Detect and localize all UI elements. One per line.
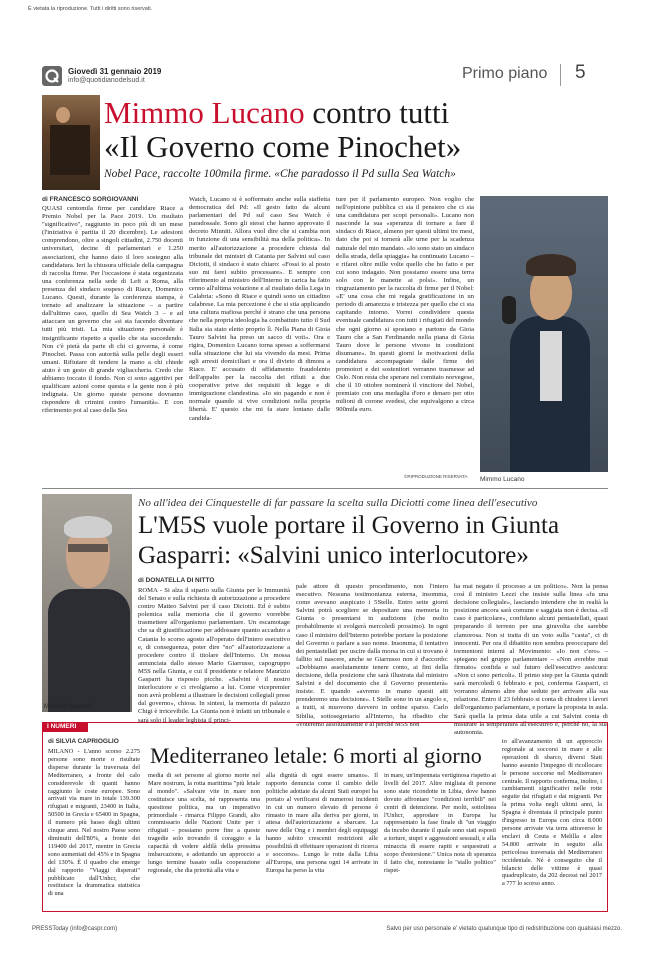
page-number: 5 <box>575 62 586 83</box>
article2-headline2: Gasparri: «Salvini unico interlocutore» <box>138 542 529 569</box>
gasparri-photo <box>42 494 132 712</box>
courtroom-photo <box>42 95 100 190</box>
article1-headline <box>104 96 449 130</box>
numbers-label-text: I NUMERI <box>47 723 77 730</box>
article-separator-1 <box>42 488 608 489</box>
numbers-box-label <box>42 722 88 732</box>
footer-source: PRESSToday (info@caspr.com) <box>32 926 118 932</box>
masthead-divider <box>560 64 561 86</box>
article2-byline: di DONATELLA DI NITTO <box>138 577 215 584</box>
footer-disclaimer: Salvo per uso personale e' vietato qualunque tipo di redistribuzione con qualsiasi mezzo. <box>386 926 622 932</box>
newspaper-logo <box>42 66 62 86</box>
lucano-name: Mimmo Lucano <box>104 95 305 130</box>
article3-column-2: media di sei persone al giorno morte nel Mare nostrum, la rotta marittima "più letale al mondo". «Salvare vite in mare non costituisce una scelta, né rappresenta una questione politica, ma un imperativo primordiale - rimarca Filippo Grandi, alto commissario delle Nazioni Unite per i rifugiati - possiamo porre fine a queste tragedie solo trovando il coraggio e la capacità di vedere aldilà della prossima imbarcazione, e adottando un approccio a lungo termine basato sulla cooperazione regionale, che dia priorità alla vita e <box>148 772 260 874</box>
article2-column-1: ROMA - Si alza il sipario sulla Giunta per le Immunità del Senato e sulla richiesta di autorizzazione a procedere contro Matteo Salvini per il caso Diciotti. Ed è subito polemica sulla memoria che il governo vorrebbe trasmettere all'organismo parlamentare. Un escamotage che sa di giustificazione per addossare quanto accaduto a Catania lo scorso agosto all'operato dell'intero esecutivo e, di conseguenza, poter dire "no" all'autorizzazione a procedere contro il titolare dell'Interno. Un mossa annunciata dallo stesso Mario Giarrusso, capogruppo M5S nella Giunta, e cui il presidente e relatore Maurizio Gasparri ha risposto picche. «Salvini è il nostro interlocutore e ci rivolgiamo a lui. Come vicepremier non avrà problemi a illustrare le decisioni collegiali prese dal governo», chiosa. In sintesi, la memoria di palazzo Chigi è irricevibile. La Giunta non è infatti un tribunale e sarà solo il leader leghista il princi- <box>138 587 290 724</box>
section-name: Primo piano <box>462 65 548 82</box>
article2-kicker: No all'idea dei Cinquestelle di far passare la scelta sulla Diciotti come linea dell'esecutivo <box>138 497 538 509</box>
article3-column-4: in mare, un'impennata vertiginosa rispetto ai livelli del 2017. Altre migliaia di persone sono state ricondotte in Libia, dove hanno dovuto affrontare "condizioni terribili" nei centri di detenzione. Per molti, sottolinea l'Unhcr, approdare in Europa ha rappresentato la fase finale di "un viaggio da incubo durante il quale sono stati esposti a torture, stupri e aggressioni sessuali, e alla minaccia di essere rapiti e sequestrati a scopo d'estorsione." Unica nota di speranza il fatto che, nonostante lo "stallo politico" rispet- <box>384 772 496 874</box>
headline-suffix: contro tutti <box>304 95 450 130</box>
logo-q-icon <box>42 66 62 86</box>
article1-column-1: QUASI centomila firme per candidare Riace a Premio Nobel per la Pace 2019. Un risultato "significativo", raggiunto in poco più di un mese (l'iniziativa è partita il 20 dicembre). Le adesioni comprendono, oltre a singoli cittadini, 2.750 docenti universitari, decine di parlamentari e 1.250 associazioni, che hanno dato il loro sostegno alla candidatura. Ieri la chiusura ufficiale della campagna di raccolta firme. Per l'occasione è stata organizzata una conferenza nella sede di Left a Roma, alla presenza del sindaco sospeso di Riace, Domenico Lucano. Questi, durante la conferenza stampa, è tornato ad analizzare la situazione – a partire dall'ultimo caso, quello di Sea Watch 3 – e ad attaccare un governo che «si sta facendo diventare tutti più tristi. La mia situazione personale è insignificante rispetto a quello che sta succedendo. Non c'è pietà da parte di chi ci governa, è come Pinochet. Passa con autorità sulla pelle degli esseri umani. Rifiutare di tendere la mano a chi chiede aiuto è un gesto di grande vigliaccheria. Credo che abbiamo toccato il fondo. Non ci sono aggettivi per qualificare azioni come questa e la gente non è più indignata. Un giorno queste persone dovranno rispondere di crimini contro l'umanità». E con riferimento poi al caso della Sea <box>42 205 183 415</box>
article3-column-5: to all'avanzamento di un approccio regionale ai soccorsi in mare e alle operazioni di sbarco, diversi Stati hanno assunto l'impegno di ricollocare le persone soccorse nel Mediterraneo centrale. Il rapporto conferma, inoltre, i cambiamenti significativi nelle rotte seguite dai rifugiati e dai migranti. Per la prima volta negli ultimi anni, la Spagna è diventata il principale punto d'ingresso in Europa con circa 8.000 persone arrivate via terra attraverso le enclavi di Ceuta e Melilla e altre 54.800 arrivate in seguito alla pericolosa traversata del Mediterraneo occidentale. Né è conseguito che il bilancio delle vittime è quasi quadruplicato, da 202 decessi nel 2017 a 777 lo scorso anno. <box>502 738 602 888</box>
article1-headline2: «Il Governo come Pinochet» <box>104 129 462 164</box>
article2-column-3: ha mai negato il processo a un politico». Non la pensa così il ministro Lezzi che insiste sulla linea «fu una decisione collegiale», lasciando intendere che in realtà la posizione ancora sarà comune e saggiata non è decisa. «Il caso è particolare», confidano alcuni pentastellati, quasi preparando il terreno per una giravolta che sarebbe clamorosa. Non si tratta di un voto sulla "casta", ci di innocenti. Per ora il dibattito non sembra preoccupare del tormentoni interni al Movimento: «Io non c'ero» – spiegano nel gruppo parlamentare – «Non avrebbe mai firmato» confida e sul futuro dell'esecutivo assicura: «Non ci sono pericoli». Il primo step per la Giunta quindi sarà mercoledì 6 febbraio e poi, conferma Gasparri, ci vorranno almeno altre due sedute per arrivare alla sua relazione. Entro il 23 febbraio si conta di chiudere i lavori dell'organismo parlamentare, e portare la proposta in aula. Sarà quella la prima data utile a cui Salvini conta di misurare la temperatura all'esecutivo e, perché no, la sua autonomia. <box>454 583 608 736</box>
article1-column-3: ture per il parlamento europeo. Non voglio che nell'opinione pubblica ci sia il pensiero che ci sia una candidatura per scopi personali». Lucano non nasconde la sua «speranza di tornare a fare il sindaco di Riace, almeno per questi ultimi tre mesi, dato che poi si tornerà alle urne per la scadenza naturale del mio mandato. «Io sono stato un sindaco della strada, della spiaggia» ha continuato Lucano – e rifarei oltre mille volte quello che ho fatto e per cui sono indagato. Non possiamo essere una terra solo con le manette ai polsi». Infine, un ringraziamento per la raccolta di firme per il Nobel: «E' una cosa che mi regala gratificazione in un periodo di amarezza e tristezza per quello che ci sta capitando intorno. Vorrei condividere questa eventuale candidatura con tutti i rifugiati del mondo che ogni giorno si spostano e partono da Gioia Tauro che a San Ferdinando nella piana di Gioia Tauro dove le persone vivono in condizioni disumane». In questi giorni le motivazioni della candidatura accompagnate dalle firme dei promotori e dei sostenitori verranno trasmesse ad Oslo. Non resta che sperare nel comitato norvegese, che il 10 ottobre nominerà il vincitore del Nobel, premiato con una medaglia d'oro e denaro per otto milioni di corone svedesi, che equivalgono a circa 900mila euro. <box>336 196 474 414</box>
issue-date: Giovedì 31 gennaio 2019 <box>68 67 162 76</box>
contact-email: info@quotidianodelsud.it <box>68 77 145 84</box>
article1-byline: di FRANCESCO SORGIOVANNI <box>42 196 139 203</box>
reserved-notice: ©RIPRODUZIONE RISERVATA <box>404 474 468 479</box>
article2-column-2: pale attore di questo procedimento, non l'intero esecutivo. Nessuna testimonianza esterna, insomma, come avevano auspicato i 5Stelle. Entro sette giorni Salvini potrà scegliere se depositare una memoria in Giunta o presentarsi in audizione (che molto probabilmente si svolgerà mercoledì prossimo). In ogni caso il ministro dell'Interno potrebbe portare la posizione del Governo o parlare a suo nome. Insomma, il tentativo dei pentastellati per uscire dalla morsa in cui si trovano è fallito sul nascere, anche se Giarrusso non è d'accordo: «Dobbiamo assolutamente tenere conto, ai fini della decisione, della posizione che sarà illustrata dal ministro Salvini e del documento che il Governo presenterà» insiste. E quando «avremo in mano questi atti prenderemo una decisione». I Stelle sono in un angolo e, a tratti, si muovono davvero in ordine sparso. Carlo Sibilia, sottosegretario all'Interno, ha ribadito che «voteremo assolutamente e al perché M5S non <box>296 583 448 728</box>
article3-headline: Mediterraneo letale: 6 morti al giorno <box>150 743 482 768</box>
article2-photo-caption: Maurizio Gasparri <box>44 704 92 710</box>
article3-column-3: alla dignità di ogni essere umano». Il rapporto denuncia come il cambio delle politiche adottate da alcuni Stati europei ha portato al verificarsi di numerosi incidenti in cui un numero elevato di persone è rimasto in mare alla deriva per giorni, in attesa dell'autorizzazione a sbarcare. La nave delle Ong e i membri degli equipaggi hanno subito crescenti restrizioni alle possibilità di effettuare operazioni di ricerca e soccorso». Lungo le rotte dalla Libia all'Europa, una persona ogni 14 arrivate in Europa ha perso la vita <box>266 772 378 874</box>
article3-byline: di SILVIA CAPRIOGLIO <box>48 738 119 745</box>
article1-subheadline: Nobel Pace, raccolte 100mila firme. «Che paradosso il Pd sulla Sea Watch» <box>104 168 456 180</box>
article1-column-2: Watch, Lucano si è soffermato anche sulla staffetta democratica del Pd: «Il gesto fatto da alcuni parlamentari del Pd sul caso Sea Watch è paradossale. Sono gli stessi che hanno approvato il decreto Minniti. Allora vuol dire che si cambia non in funzione di una sensibilità ma della politica». In merito all'autorizzazione a procedere chiesta dal tribunale dei ministri di Catania per Salvini sul caso Diciotti, il sindaco è stato chiaro: «Fossi io al posto suo mi farei subito processare». E sempre con riferimento al ministro dell'Interno in carica ha fatto cenno all'ultima votazione e al risultato della Lega in Calabria: «Sono di Riace e quindi sono un cittadino calabrese. La mia percezione è che si stia applicando una cultura mafiosa perché è strano che una persona che nella propria ideologia ha combattuto tutto il Sud Italia sia stato eletto proprio lì. Nella Piana di Gioia Tauro Salvini ha preso un sacco di voti». Ora e rigira, Domenico Lucano torna spesso a soffermarsi sulla situazione che lui sta vivendo da mesi. Prima agli arresti domiciliari e ora il divieto di dimora a Riace. E' accusato di affidamento fraudolento dell'appalto per la raccolta dei rifiuti a due cooperative prive dei requisiti di legge e di immigrazione clandestina. «Io sto pagando e non è normale quando si vive condizioni nella propria libertà. E' questo che mi fa stare lontano dalle candida- <box>189 196 330 422</box>
lucano-photo <box>480 196 608 472</box>
article3-column-1: MILANO - L'anno scorso 2.275 persone sono morte o risultate disperse durante la traversata del Mediterraneo, a fronte del calo considerevole di quanti hanno raggiunto le coste europee. Sono arrivati via mare in totale 139.300 rifugiati e migranti, 23400 in Italia, 50500 in Grecia e 65400 in Spagna, il numero più basso degli ultimi cinque anni. Nel nostro Paese sono diminuiti dell'80%, a fronte dei 119400 del 2017, mentre in Grecia sono aumentati del 45% e in Spagna del 130%. È il quadro che emerge dal rapporto "Viaggi disperati" pubblicato dall'Unhcr, che restituisce la drammatica statistica di una <box>48 748 140 898</box>
article1-photo-caption: Mimmo Lucano <box>480 476 525 483</box>
article2-headline1: L'M5S vuole portare il Governo in Giunta <box>138 512 560 539</box>
copyright-notice: È vietata la riproduzione. Tutti i diritti sono riservati. <box>28 6 153 12</box>
